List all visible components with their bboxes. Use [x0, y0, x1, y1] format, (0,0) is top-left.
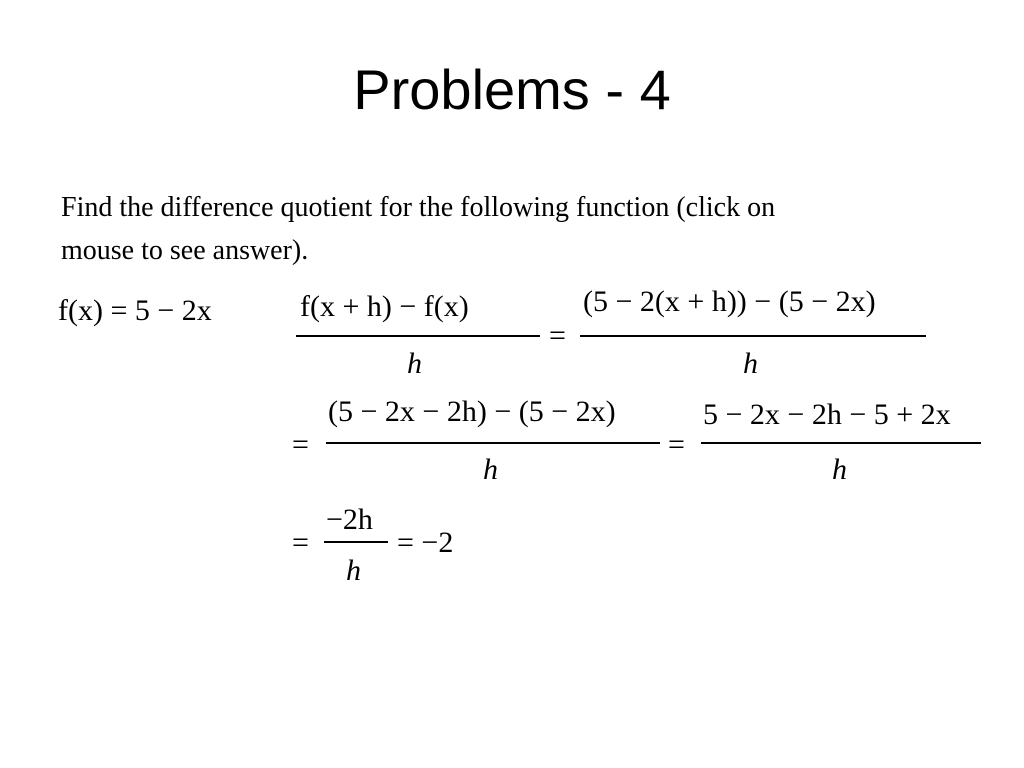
simplified-denominator: h	[832, 453, 847, 486]
dq-fraction-bar	[296, 335, 540, 337]
expansion-fraction-bar	[326, 442, 660, 444]
reduced-denominator: h	[346, 554, 361, 587]
reduced-numerator: −2h	[326, 503, 373, 536]
substitution-fraction-bar	[580, 335, 926, 337]
problem-prompt	[61, 186, 961, 272]
prompt-line-1: Find the difference quotient for the following function (click on	[61, 192, 776, 223]
equals-sign-4: =	[292, 526, 309, 559]
equals-sign-3: =	[668, 428, 685, 461]
substitution-numerator: (5 − 2(x + h)) − (5 − 2x)	[583, 285, 876, 318]
equals-sign-2: =	[292, 428, 309, 461]
simplified-numerator: 5 − 2x − 2h − 5 + 2x	[703, 398, 951, 431]
prompt-line-2: mouse to see answer).	[61, 235, 309, 266]
page-title: Problems - 4	[353, 58, 671, 121]
expansion-numerator: (5 − 2x − 2h) − (5 − 2x)	[328, 395, 616, 428]
simplified-fraction-bar	[701, 442, 981, 444]
dq-denominator: h	[407, 347, 422, 380]
reduced-fraction-bar	[324, 541, 388, 543]
expansion-denominator: h	[483, 453, 498, 486]
dq-numerator: f(x + h) − f(x)	[300, 290, 469, 323]
final-result: = −2	[397, 526, 454, 559]
function-definition: f(x) = 5 − 2x	[58, 294, 212, 327]
substitution-denominator: h	[743, 347, 758, 380]
equals-sign-1: =	[549, 319, 566, 352]
